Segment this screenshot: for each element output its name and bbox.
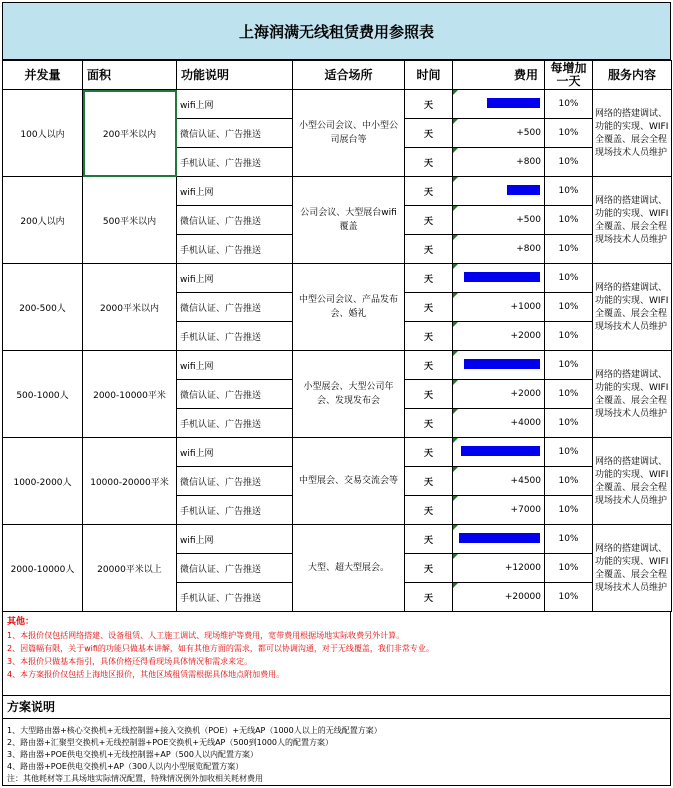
cell-time[interactable]: 天 [405,351,453,380]
cell-per-day[interactable]: 10% [545,351,593,380]
cell-time[interactable]: 天 [405,583,453,612]
cell-concurrency[interactable]: 1000-2000人 [3,438,83,525]
table-row [3,351,672,380]
cell-time[interactable]: 天 [405,380,453,409]
cell-per-day[interactable]: 10% [545,322,593,351]
comment-marker-icon [453,380,458,385]
header-per-day[interactable]: 每增加一天 [545,61,593,90]
cell-per-day[interactable]: 10% [545,148,593,177]
table-row [3,90,672,119]
fee-value: +500 [516,128,541,138]
header-time[interactable]: 时间 [405,61,453,90]
cell-time[interactable]: 天 [405,90,453,119]
fee-bar [464,272,540,282]
cell-per-day[interactable]: 10% [545,554,593,583]
comment-marker-icon [453,264,458,269]
comment-marker-icon [453,496,458,501]
cell-fee[interactable] [453,525,545,554]
cell-time[interactable]: 天 [405,177,453,206]
comment-marker-icon [453,322,458,327]
cell-time[interactable]: 天 [405,525,453,554]
cell-time[interactable]: 天 [405,264,453,293]
comment-marker-icon [453,90,458,95]
cell-function[interactable]: 微信认证、广告推送 [177,380,293,409]
cell-service[interactable]: 网络的搭建调试、功能的实现、WIFI全覆盖、展会全程现场技术人员维护 [593,264,672,351]
plan-line: 2、路由器+汇聚型交换机+无线控制器+POE交换机+无线AP（500到1000人的配置方案） [7,738,334,747]
header-concurrency[interactable]: 并发量 [3,61,83,90]
cell-per-day[interactable]: 10% [545,206,593,235]
cell-function[interactable]: wifi上网 [177,90,293,119]
fee-value: +2000 [510,389,541,399]
cell-function[interactable]: 手机认证、广告推送 [177,409,293,438]
cell-venue[interactable]: 小型展会、大型公司年会、发现发布会 [293,351,405,438]
comment-marker-icon [453,235,458,240]
comment-marker-icon [453,467,458,472]
cell-function[interactable]: 微信认证、广告推送 [177,293,293,322]
header-service[interactable]: 服务内容 [593,61,672,90]
cell-service[interactable]: 网络的搭建调试、功能的实现、WIFI全覆盖、展会全程现场技术人员维护 [593,351,672,438]
cell-fee[interactable] [453,119,545,148]
cell-function[interactable]: 微信认证、广告推送 [177,467,293,496]
cell-time[interactable]: 天 [405,467,453,496]
cell-time[interactable]: 天 [405,438,453,467]
cell-concurrency[interactable]: 200人以内 [3,177,83,264]
cell-area[interactable]: 200平米以内 [83,90,177,177]
comment-marker-icon [453,206,458,211]
cell-time[interactable]: 天 [405,554,453,583]
cell-fee[interactable] [453,409,545,438]
cell-area[interactable]: 2000平米以内 [83,264,177,351]
notes-section[interactable] [2,612,671,696]
fee-value: +1000 [510,302,541,312]
cell-time[interactable]: 天 [405,119,453,148]
cell-time[interactable]: 天 [405,206,453,235]
cell-concurrency[interactable]: 100人以内 [3,90,83,177]
cell-function[interactable]: 手机认证、广告推送 [177,496,293,525]
cell-function[interactable]: wifi上网 [177,264,293,293]
cell-per-day[interactable]: 10% [545,90,593,119]
cell-per-day[interactable]: 10% [545,293,593,322]
cell-fee[interactable] [453,583,545,612]
cell-per-day[interactable]: 10% [545,409,593,438]
comment-marker-icon [453,351,458,356]
table-row [3,525,672,554]
cell-fee[interactable] [453,438,545,467]
comment-marker-icon [453,438,458,443]
cell-per-day[interactable]: 10% [545,496,593,525]
cell-service[interactable]: 网络的搭建调试、功能的实现、WIFI全覆盖、展会全程现场技术人员维护 [593,177,672,264]
cell-function[interactable]: wifi上网 [177,351,293,380]
cell-fee[interactable] [453,380,545,409]
cell-per-day[interactable]: 10% [545,525,593,554]
fee-bar [507,185,540,195]
cell-area[interactable]: 500平米以内 [83,177,177,264]
note-line: 3、本报价只做基本指引，具体价格还得看现场具体情况和需求来定。 [7,657,253,666]
comment-marker-icon [453,293,458,298]
table-row [3,438,672,467]
cell-function[interactable]: 手机认证、广告推送 [177,322,293,351]
cell-concurrency[interactable]: 200-500人 [3,264,83,351]
plan-line: 注：其他耗材等工具场地实际情况配置，特殊情况例外加收相关耗材费用 [7,774,263,783]
cell-function[interactable]: 微信认证、广告推送 [177,206,293,235]
comment-marker-icon [453,583,458,588]
header-function[interactable]: 功能说明 [177,61,293,90]
cell-venue[interactable]: 公司会议、大型展台wifi覆盖 [293,177,405,264]
fee-value: +4000 [510,418,541,428]
fee-value: +500 [516,215,541,225]
cell-per-day[interactable]: 10% [545,119,593,148]
cell-per-day[interactable]: 10% [545,177,593,206]
fee-value: +7000 [510,505,541,515]
table-row [3,264,672,293]
header-fee[interactable]: 费用 [453,61,545,90]
cell-fee[interactable] [453,148,545,177]
cell-function[interactable]: 微信认证、广告推送 [177,554,293,583]
cell-function[interactable]: wifi上网 [177,525,293,554]
cell-function[interactable]: 手机认证、广告推送 [177,235,293,264]
fee-value: +2000 [510,331,541,341]
cell-fee[interactable] [453,496,545,525]
plan-line: 3、路由器+POE供电交换机+无线控制器+AP（500人以内配置方案） [7,750,258,759]
header-area[interactable]: 面积 [83,61,177,90]
cell-per-day[interactable]: 10% [545,235,593,264]
cell-time[interactable]: 天 [405,409,453,438]
cell-time[interactable]: 天 [405,235,453,264]
cell-fee[interactable] [453,264,545,293]
cell-time[interactable]: 天 [405,293,453,322]
fee-value: +800 [516,244,541,254]
cell-function[interactable]: 手机认证、广告推送 [177,583,293,612]
plan-section[interactable] [2,696,671,786]
cell-fee[interactable] [453,90,545,119]
fee-value: +20000 [504,592,541,602]
cell-fee[interactable] [453,206,545,235]
cell-fee[interactable] [453,293,545,322]
table-body [3,90,672,612]
cell-per-day[interactable]: 10% [545,467,593,496]
cell-time[interactable]: 天 [405,322,453,351]
fee-value: +800 [516,157,541,167]
notes-title: 其他： [7,617,35,627]
cell-time[interactable]: 天 [405,496,453,525]
fee-bar [461,446,540,456]
cell-fee[interactable] [453,177,545,206]
plan-title: 方案说明 [3,696,670,719]
comment-marker-icon [453,554,458,559]
cell-venue[interactable]: 中型公司会议、产品发布会、婚礼 [293,264,405,351]
cell-fee[interactable] [453,554,545,583]
comment-marker-icon [453,409,458,414]
comment-marker-icon [453,148,458,153]
cell-fee[interactable] [453,235,545,264]
cell-venue[interactable]: 小型公司会议、中小型公司展台等 [293,90,405,177]
fee-value: +12000 [504,563,541,573]
cell-function[interactable]: wifi上网 [177,438,293,467]
header-row [3,61,672,90]
sheet-title[interactable]: 上海润满无线租赁费用参照表 [2,2,671,60]
note-line: 4、本方案报价仅包括上海地区报价，其他区域租赁需根据具体地点附加费用。 [7,670,285,679]
note-line: 2、因篇幅有限，关于wifi的功能只做基本讲解，如有其他方面的需求，都可以协调沟通，对于无线覆盖，我们非常专业。 [7,644,434,653]
cell-venue[interactable]: 大型、超大型展会。 [293,525,405,612]
cell-function[interactable]: 微信认证、广告推送 [177,119,293,148]
cell-area[interactable]: 2000-10000平米 [83,351,177,438]
comment-marker-icon [453,177,458,182]
cell-concurrency[interactable]: 2000-10000人 [3,525,83,612]
cell-fee[interactable] [453,351,545,380]
cell-per-day[interactable]: 10% [545,583,593,612]
price-table [2,60,672,612]
cell-area[interactable]: 20000平米以上 [83,525,177,612]
comment-marker-icon [453,119,458,124]
cell-per-day[interactable]: 10% [545,438,593,467]
comment-marker-icon [453,525,458,530]
fee-bar [464,359,540,369]
cell-function[interactable]: 手机认证、广告推送 [177,148,293,177]
cell-time[interactable]: 天 [405,148,453,177]
plan-line: 4、路由器+POE供电交换机+AP（300人以内小型展览配置方案） [7,762,244,771]
plan-line: 1、大型路由器+核心交换机+无线控制器+接入交换机（POE）+无线AP（1000人以上的无线配置方案） [7,726,382,735]
header-venue[interactable]: 适合场所 [293,61,405,90]
cell-service[interactable]: 网络的搭建调试、功能的实现、WIFI全覆盖、展会全程现场技术人员维护 [593,438,672,525]
cell-venue[interactable]: 中型展会、交易交流会等 [293,438,405,525]
cell-fee[interactable] [453,322,545,351]
table-row [3,177,672,206]
cell-per-day[interactable]: 10% [545,380,593,409]
cell-area[interactable]: 10000-20000平米 [83,438,177,525]
cell-function[interactable]: wifi上网 [177,177,293,206]
fee-value: +4500 [510,476,541,486]
cell-fee[interactable] [453,467,545,496]
spreadsheet [2,2,671,786]
cell-per-day[interactable]: 10% [545,264,593,293]
cell-concurrency[interactable]: 500-1000人 [3,351,83,438]
note-line: 1、本报价仅包括网络搭建、设备租赁、人工施工调试、现场维护等费用，宽带费用根据场地实际收费另外计算。 [7,631,405,640]
fee-bar [487,98,540,108]
cell-service[interactable]: 网络的搭建调试、功能的实现、WIFI全覆盖、展会全程现场技术人员维护 [593,90,672,177]
fee-bar [459,533,540,543]
cell-service[interactable]: 网络的搭建调试、功能的实现、WIFI全覆盖、展会全程现场技术人员维护 [593,525,672,612]
